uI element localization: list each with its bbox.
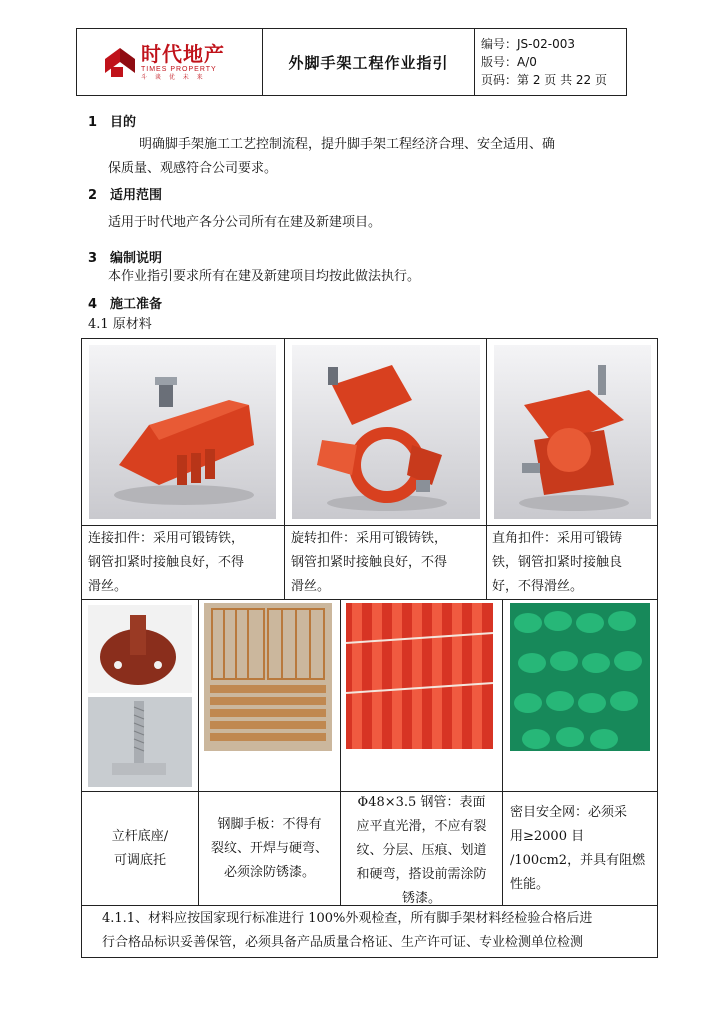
document-header bbox=[76, 28, 627, 96]
section-number: 4 bbox=[88, 297, 98, 312]
document-code: 编号：JS-02-003 bbox=[481, 37, 575, 51]
section-1-text-line1: 明确脚手架施工工艺控制流程，提升脚手架工程经济合理、安全适用、确 bbox=[139, 137, 556, 152]
section-number: 3 bbox=[88, 251, 98, 266]
base-plate-image bbox=[88, 605, 192, 693]
right-angle-clamp-caption: 直角扣件：采用可锻铸 铁，钢管扣紧时接触良 好，不得滑丝。 bbox=[492, 531, 623, 594]
section-1-heading bbox=[88, 111, 136, 130]
swivel-clamp-image bbox=[292, 345, 480, 519]
document-meta bbox=[475, 29, 626, 95]
document-version: 版号：A/0 bbox=[481, 55, 537, 69]
adjustable-base-image bbox=[88, 697, 192, 787]
page-number: 页码：第 2 页 共 22 页 bbox=[481, 73, 607, 87]
section-title: 施工准备 bbox=[110, 297, 163, 312]
section-2-heading bbox=[88, 184, 162, 203]
section-number: 1 bbox=[88, 115, 98, 130]
logo-english-name: TIMES PROPERTY bbox=[141, 65, 217, 73]
steel-plank-caption: 钢脚手板：不得有 裂纹、开焊与硬弯、 必须涂防锈漆。 bbox=[210, 817, 328, 880]
section-4-1-subheading: 4.1 原材料 bbox=[88, 317, 152, 332]
section-4-heading bbox=[88, 293, 162, 312]
section-title: 编制说明 bbox=[110, 251, 163, 266]
section-title: 适用范围 bbox=[110, 188, 163, 203]
steel-pipe-image bbox=[346, 603, 493, 749]
safety-net-caption: 密目安全网：必须采 用≥2000 目 /100cm2，并具有阻燃 性能。 bbox=[510, 805, 646, 892]
right-angle-clamp-image bbox=[494, 345, 651, 519]
company-logo bbox=[77, 29, 263, 95]
section-3-heading bbox=[88, 247, 162, 266]
materials-table bbox=[81, 338, 658, 958]
section-number: 2 bbox=[88, 188, 98, 203]
safety-net-image bbox=[510, 603, 650, 751]
document-title: 外脚手架工程作业指引 bbox=[263, 29, 475, 95]
section-1-text-line2: 保质量、观感符合公司要求。 bbox=[108, 161, 278, 176]
section-title: 目的 bbox=[110, 115, 137, 130]
base-support-caption: 立杆底座/ 可调底托 bbox=[111, 829, 169, 868]
swivel-clamp-caption: 旋转扣件：采用可锻铸铁， 钢管扣紧时接触良好，不得 滑丝。 bbox=[291, 531, 448, 594]
coupling-clamp-image bbox=[89, 345, 276, 519]
logo-slogan: 斗 谈 优 未 来 bbox=[141, 73, 206, 81]
steel-pipe-caption: Φ48×3.5 钢管：表面 应平直光滑，不应有裂 纹、分层、压痕、划道 和硬弯，搭设前需涂防 锈漆。 bbox=[356, 795, 487, 906]
coupling-clamp-caption: 连接扣件：采用可锻铸铁， 钢管扣紧时接触良好，不得 滑丝。 bbox=[88, 531, 245, 594]
section-2-text: 适用于时代地产各分公司所有在建及新建项目。 bbox=[108, 215, 382, 230]
steel-plank-image bbox=[204, 603, 332, 751]
logo-mark-icon bbox=[103, 45, 137, 79]
logo-chinese-name: 时代地产 bbox=[141, 41, 225, 66]
material-inspection-note: 4.1.1、材料应按国家现行标准进行 100%外观检查，所有脚手架材料经检验合格后进 行合格品标识妥善保管，必须具备产品质量合格证、生产许可证、专业检测单位检测 bbox=[102, 911, 593, 950]
section-3-text: 本作业指引要求所有在建及新建项目均按此做法执行。 bbox=[108, 269, 421, 284]
